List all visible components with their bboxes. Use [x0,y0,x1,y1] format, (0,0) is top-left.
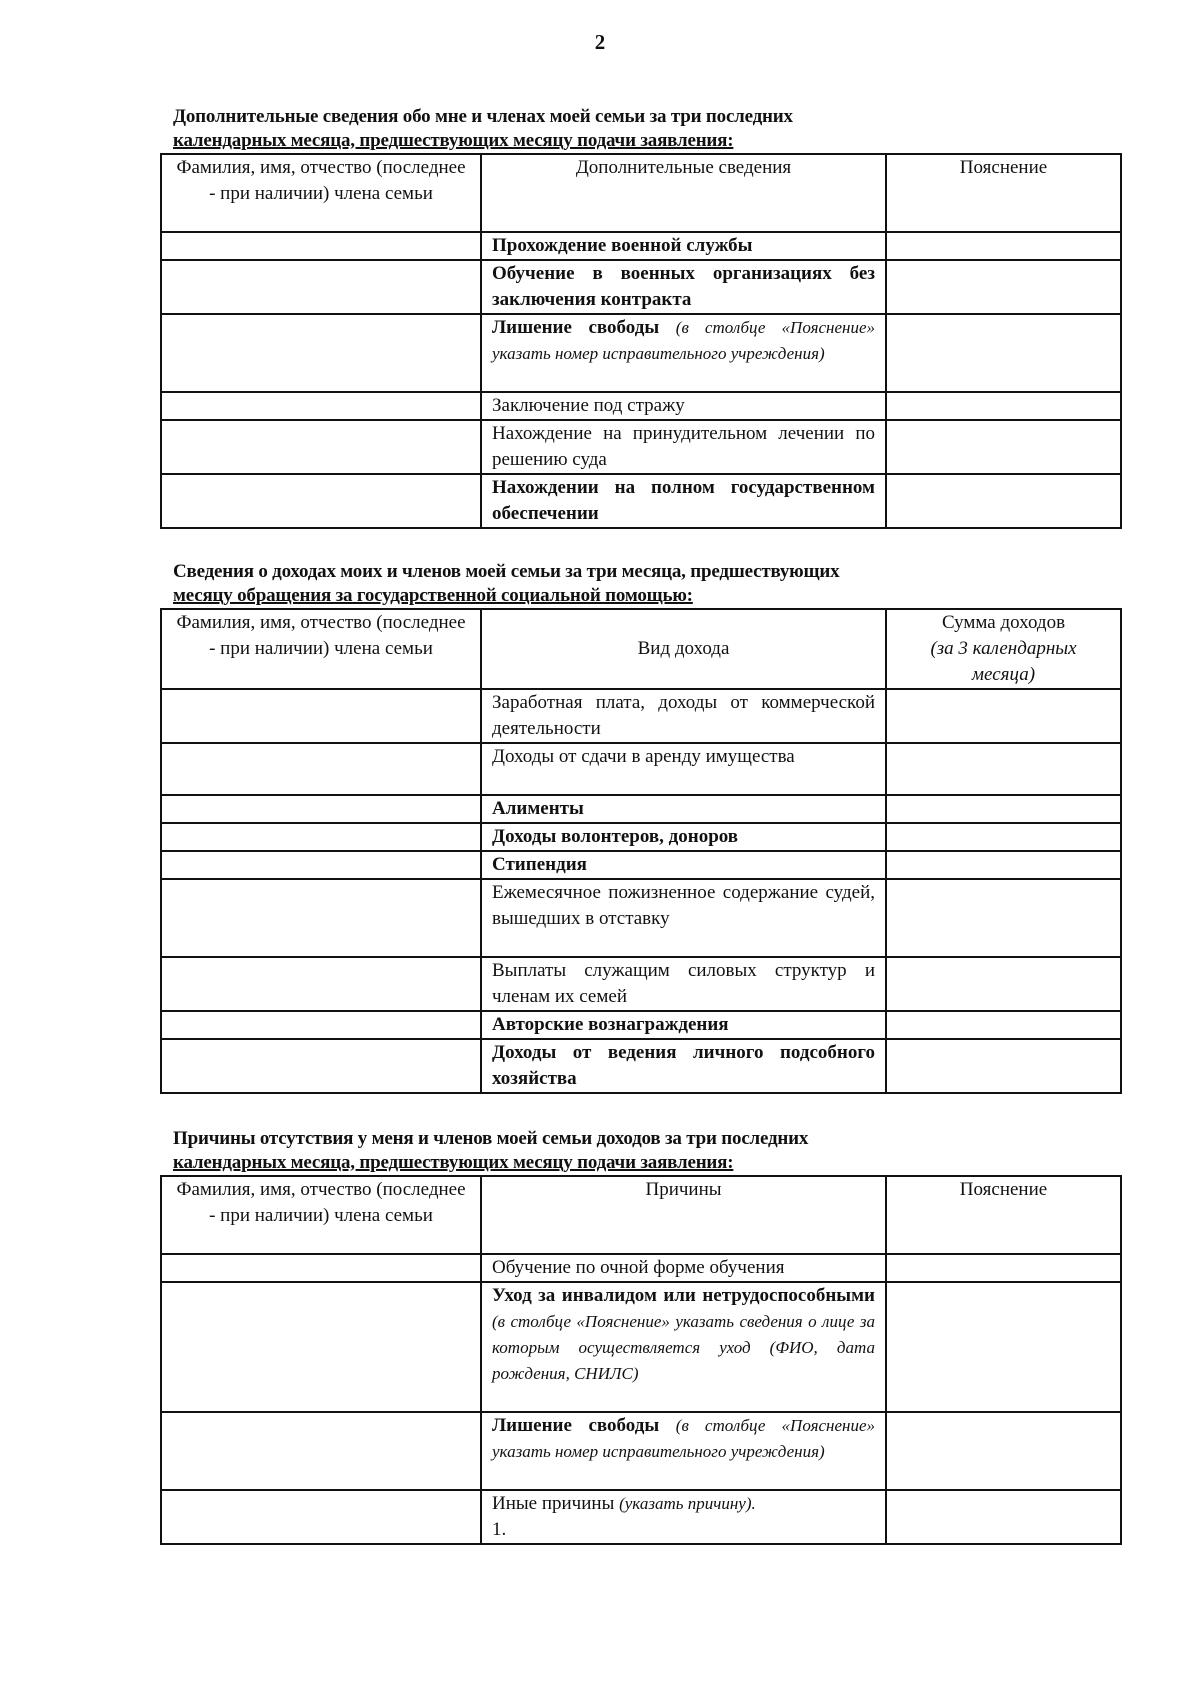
income-sum-label: Сумма доходов [941,612,1066,633]
fio-cell[interactable] [161,314,481,392]
column-header-income-type: Вид дохода [481,609,886,689]
explanation-cell[interactable] [886,392,1121,420]
info-text: Обучение в военных организациях без заключения контракта [492,263,875,310]
table-row [161,1039,1121,1093]
info-cell [481,314,886,392]
reason-cell [481,1412,886,1490]
income-type-cell: Доходы волонтеров, доноров [481,823,886,851]
no-income-reasons-table [160,1175,1122,1545]
fio-cell[interactable] [161,689,481,743]
info-cell [481,260,886,314]
table-header-row [161,609,1121,689]
income-sum-cell[interactable] [886,743,1121,795]
column-header-reasons: Причины [481,1176,886,1254]
table-row [161,689,1121,743]
fio-cell[interactable] [161,743,481,795]
table-header-row [161,154,1121,232]
info-cell: Заключение под стражу [481,392,886,420]
table-row [161,1254,1121,1282]
explanation-cell[interactable] [886,474,1121,528]
table-row [161,1011,1121,1039]
fio-cell[interactable] [161,420,481,474]
info-cell [481,474,886,528]
table-row [161,1412,1121,1490]
income-sum-cell[interactable] [886,689,1121,743]
explanation-cell[interactable] [886,1412,1121,1490]
fio-cell[interactable] [161,1011,481,1039]
column-header-income-sum [886,609,1121,689]
additional-info-table [160,153,1122,529]
income-type-cell: Заработная плата, доходы от коммерческой деятельности [481,689,886,743]
table-row [161,743,1121,795]
explanation-cell[interactable] [886,1282,1121,1412]
info-text: Лишение свободы [492,317,660,338]
table-row [161,879,1121,957]
fio-cell[interactable] [161,957,481,1011]
income-type-cell: Стипендия [481,851,886,879]
reason-note: (указать причину). [619,1494,756,1513]
reason-cell [481,1490,886,1544]
heading-line: Дополнительные сведения обо мне и членах моей семьи за три последних [173,106,793,127]
heading-line: календарных месяца, предшествующих месяцу подачи заявления: [173,130,734,151]
table-row [161,823,1121,851]
explanation-cell[interactable] [886,1490,1121,1544]
table-row [161,260,1121,314]
income-sum-cell[interactable] [886,823,1121,851]
heading-line: календарных месяца, предшествующих месяцу подачи заявления: [173,1152,734,1173]
reason-text: Лишение свободы [492,1415,660,1436]
table-row [161,314,1121,392]
table-row [161,1490,1121,1544]
income-type-text: Доходы от ведения личного подсобного хозяйства [492,1042,875,1089]
explanation-cell[interactable] [886,420,1121,474]
info-cell [481,420,886,474]
info-text: Нахождение на принудительном лечении по решению суда [492,423,875,470]
table-row [161,474,1121,528]
column-header-explanation: Пояснение [886,154,1121,232]
fio-cell[interactable] [161,795,481,823]
explanation-cell[interactable] [886,232,1121,260]
income-type-cell: Выплаты служащим силовых структур и членам их семей [481,957,886,1011]
fio-cell[interactable] [161,1282,481,1412]
table-row [161,957,1121,1011]
table-row [161,1282,1121,1412]
income-sum-cell[interactable] [886,851,1121,879]
additional-info-section [160,105,1120,529]
fio-cell[interactable] [161,1039,481,1093]
no-income-reasons-section [160,1127,1120,1545]
table-row [161,392,1121,420]
reason-text: Уход за инвалидом или нетрудоспособными [492,1285,875,1306]
reason-cell: Обучение по очной форме обучения [481,1254,886,1282]
page-number: 2 [594,30,606,54]
fio-cell[interactable] [161,1490,481,1544]
explanation-cell[interactable] [886,260,1121,314]
income-sum-cell[interactable] [886,879,1121,957]
table-row [161,420,1121,474]
section-heading [173,1127,1120,1175]
column-header-fio: Фамилия, имя, отчество (последнее - при наличии) члена семьи [161,609,481,689]
column-header-fio: Фамилия, имя, отчество (последнее - при наличии) члена семьи [161,154,481,232]
fio-cell[interactable] [161,823,481,851]
section-heading [173,560,1120,608]
income-table [160,608,1122,1094]
info-cell: Прохождение военной службы [481,232,886,260]
fio-cell[interactable] [161,474,481,528]
section-heading [173,105,1120,153]
heading-line: Сведения о доходах моих и членов моей семьи за три месяца, предшествующих [173,561,840,582]
income-type-cell [481,1039,886,1093]
fio-cell[interactable] [161,1254,481,1282]
explanation-cell[interactable] [886,314,1121,392]
table-row [161,851,1121,879]
income-sum-note: (за 3 календарных месяца) [930,638,1077,685]
table-row [161,795,1121,823]
income-type-cell: Доходы от сдачи в аренду имущества [481,743,886,795]
column-header-explanation: Пояснение [886,1176,1121,1254]
heading-line: Причины отсутствия у меня и членов моей семьи доходов за три последних [173,1128,809,1149]
fio-cell[interactable] [161,392,481,420]
column-header-info: Дополнительные сведения [481,154,886,232]
heading-line: месяцу обращения за государственной социальной помощью: [173,585,693,606]
fio-cell[interactable] [161,851,481,879]
reason-line [492,1491,875,1517]
reason-cell [481,1282,886,1412]
reason-text: Иные причины [492,1493,615,1514]
reason-note: (в столбце «Пояснение» указать номер исправительного учреждения) [492,1416,875,1461]
income-section [160,560,1120,1094]
explanation-cell[interactable] [886,1254,1121,1282]
income-sum-cell[interactable] [886,795,1121,823]
income-type-cell: Алименты [481,795,886,823]
fio-cell[interactable] [161,879,481,957]
column-header-fio: Фамилия, имя, отчество (последнее - при наличии) члена семьи [161,1176,481,1254]
table-header-row [161,1176,1121,1254]
reason-note: (в столбце «Пояснение» указать сведения о лице за которым осуществляется уход (ФИО, дата рождения, СНИЛС) [492,1312,875,1383]
income-type-cell: Ежемесячное пожизненное содержание судей, вышедших в отставку [481,879,886,957]
info-text: Нахождении на полном государственном обеспечении [492,477,875,524]
reason-item-number: 1. [492,1519,507,1540]
income-type-cell: Авторские вознаграждения [481,1011,886,1039]
income-sum-cell[interactable] [886,957,1121,1011]
info-note: (в столбце «Пояснение» указать номер исправительного учреждения) [492,318,875,363]
fio-cell[interactable] [161,260,481,314]
income-sum-cell[interactable] [886,1039,1121,1093]
income-sum-cell[interactable] [886,1011,1121,1039]
fio-cell[interactable] [161,232,481,260]
table-row [161,232,1121,260]
fio-cell[interactable] [161,1412,481,1490]
